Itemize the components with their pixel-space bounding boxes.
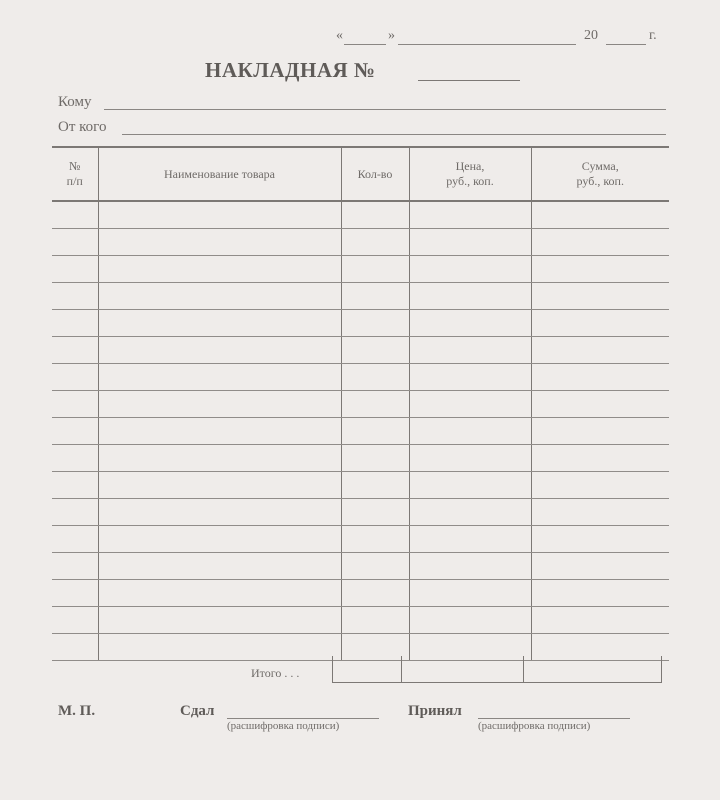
price-cell[interactable] <box>409 499 531 526</box>
sum-cell[interactable] <box>531 201 669 229</box>
price-cell[interactable] <box>409 391 531 418</box>
sum-cell[interactable] <box>531 337 669 364</box>
table-row <box>52 364 669 391</box>
price-cell[interactable] <box>409 201 531 229</box>
table-row <box>52 553 669 580</box>
table-row <box>52 418 669 445</box>
number-cell[interactable] <box>52 526 98 553</box>
product-name-cell[interactable] <box>98 607 341 634</box>
quantity-cell[interactable] <box>341 418 409 445</box>
number-cell[interactable] <box>52 499 98 526</box>
quantity-cell[interactable] <box>341 445 409 472</box>
quantity-cell[interactable] <box>341 310 409 337</box>
number-cell[interactable] <box>52 337 98 364</box>
quantity-cell[interactable] <box>341 364 409 391</box>
quantity-cell[interactable] <box>341 580 409 607</box>
number-cell[interactable] <box>52 283 98 310</box>
date-year-line[interactable] <box>606 44 646 45</box>
sum-cell[interactable] <box>531 580 669 607</box>
price-cell[interactable] <box>409 229 531 256</box>
from-label: От кого <box>58 119 107 135</box>
product-name-cell[interactable] <box>98 201 341 229</box>
from-field-line[interactable] <box>122 134 666 135</box>
number-cell[interactable] <box>52 634 98 661</box>
table-row <box>52 526 669 553</box>
number-cell[interactable] <box>52 580 98 607</box>
sum-cell[interactable] <box>531 364 669 391</box>
handed-caption: (расшифровка подписи) <box>227 720 340 732</box>
table-row <box>52 472 669 499</box>
to-field-line[interactable] <box>104 109 666 110</box>
quantity-cell[interactable] <box>341 229 409 256</box>
sum-cell[interactable] <box>531 391 669 418</box>
handed-label: Сдал <box>180 703 215 719</box>
price-cell[interactable] <box>409 472 531 499</box>
product-name-cell[interactable] <box>98 580 341 607</box>
table-row <box>52 607 669 634</box>
sum-cell[interactable] <box>531 310 669 337</box>
table-row <box>52 310 669 337</box>
document-number-line[interactable] <box>418 80 520 81</box>
number-cell[interactable] <box>52 256 98 283</box>
total-price-cell[interactable] <box>401 656 524 683</box>
quantity-cell[interactable] <box>341 391 409 418</box>
sum-cell[interactable] <box>531 418 669 445</box>
number-cell[interactable] <box>52 364 98 391</box>
table-row <box>52 229 669 256</box>
table-row <box>52 283 669 310</box>
sum-cell[interactable] <box>531 499 669 526</box>
quantity-cell[interactable] <box>341 256 409 283</box>
sum-cell[interactable] <box>531 553 669 580</box>
sum-cell[interactable] <box>531 283 669 310</box>
received-label: Принял <box>408 703 462 719</box>
sum-cell[interactable] <box>531 256 669 283</box>
document-title: НАКЛАДНАЯ № <box>205 58 376 82</box>
product-name-cell[interactable] <box>98 364 341 391</box>
product-name-cell[interactable] <box>98 256 341 283</box>
quantity-cell[interactable] <box>341 499 409 526</box>
product-name-cell[interactable] <box>98 310 341 337</box>
table-row <box>52 445 669 472</box>
quantity-cell[interactable] <box>341 472 409 499</box>
year-suffix: г. <box>649 28 657 43</box>
col-header-price: Цена, руб., коп. <box>409 147 531 201</box>
price-cell[interactable] <box>409 337 531 364</box>
col-header-quantity: Кол-во <box>341 147 409 201</box>
number-cell[interactable] <box>52 229 98 256</box>
price-cell[interactable] <box>409 364 531 391</box>
col-header-number: № п/п <box>52 147 98 201</box>
price-cell[interactable] <box>409 418 531 445</box>
quantity-cell[interactable] <box>341 526 409 553</box>
total-quantity-cell[interactable] <box>332 656 402 683</box>
table-row <box>52 201 669 229</box>
sum-cell[interactable] <box>531 445 669 472</box>
date-month-line[interactable] <box>398 44 576 45</box>
product-name-cell[interactable] <box>98 634 341 661</box>
product-name-cell[interactable] <box>98 418 341 445</box>
goods-table <box>52 146 669 661</box>
sum-cell[interactable] <box>531 607 669 634</box>
product-name-cell[interactable] <box>98 553 341 580</box>
number-cell[interactable] <box>52 201 98 229</box>
table-header-row <box>52 147 669 201</box>
product-name-cell[interactable] <box>98 283 341 310</box>
sum-cell[interactable] <box>531 472 669 499</box>
number-cell[interactable] <box>52 607 98 634</box>
number-cell[interactable] <box>52 445 98 472</box>
quantity-cell[interactable] <box>341 283 409 310</box>
price-cell[interactable] <box>409 526 531 553</box>
table-body <box>52 201 669 661</box>
quantity-cell[interactable] <box>341 553 409 580</box>
date-day-line[interactable] <box>344 44 386 45</box>
price-cell[interactable] <box>409 607 531 634</box>
number-cell[interactable] <box>52 553 98 580</box>
sum-cell[interactable] <box>531 229 669 256</box>
quantity-cell[interactable] <box>341 337 409 364</box>
table-row <box>52 580 669 607</box>
handed-signature-line[interactable] <box>227 718 379 719</box>
received-signature-line[interactable] <box>478 718 630 719</box>
price-cell[interactable] <box>409 310 531 337</box>
product-name-cell[interactable] <box>98 445 341 472</box>
number-cell[interactable] <box>52 310 98 337</box>
table-row <box>52 499 669 526</box>
table-row <box>52 256 669 283</box>
product-name-cell[interactable] <box>98 472 341 499</box>
col-header-sum: Сумма, руб., коп. <box>531 147 669 201</box>
number-cell[interactable] <box>52 418 98 445</box>
number-cell[interactable] <box>52 391 98 418</box>
table-row <box>52 391 669 418</box>
col-header-product-name: Наименование товара <box>98 147 341 201</box>
quantity-cell[interactable] <box>341 201 409 229</box>
to-label: Кому <box>58 94 92 110</box>
price-cell[interactable] <box>409 256 531 283</box>
price-cell[interactable] <box>409 283 531 310</box>
date-open-quote: « <box>336 28 343 43</box>
number-cell[interactable] <box>52 472 98 499</box>
product-name-cell[interactable] <box>98 499 341 526</box>
sum-cell[interactable] <box>531 526 669 553</box>
product-name-cell[interactable] <box>98 337 341 364</box>
date-close-quote: » <box>388 28 395 43</box>
total-label: Итого . . . <box>251 666 300 680</box>
price-cell[interactable] <box>409 553 531 580</box>
table-row <box>52 337 669 364</box>
year-prefix: 20 <box>584 28 598 43</box>
total-sum-cell[interactable] <box>524 656 662 683</box>
quantity-cell[interactable] <box>341 607 409 634</box>
product-name-cell[interactable] <box>98 391 341 418</box>
price-cell[interactable] <box>409 445 531 472</box>
stamp-label: М. П. <box>58 703 96 719</box>
product-name-cell[interactable] <box>98 229 341 256</box>
product-name-cell[interactable] <box>98 526 341 553</box>
received-caption: (расшифровка подписи) <box>478 720 591 732</box>
price-cell[interactable] <box>409 580 531 607</box>
